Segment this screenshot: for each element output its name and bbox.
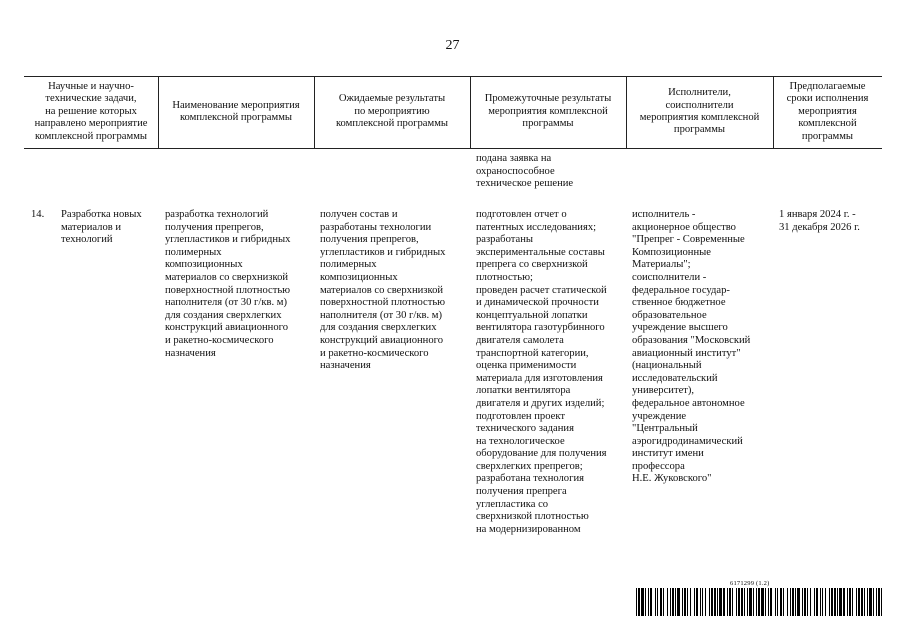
row-intermediate-results: подготовлен отчет о патентных исследованиях; разработаны экспериментальные составы препрега со сверхнизкой плотностью; проведен расчет статической и динамической прочности концептуальной лопатки вентилятора газотурбинного двигателя самолета транспортной категории, оценка применимости материала для изготовления лопатки вентилятора двигателя и других изделий; подготовлен проект технического задания на технологическое оборудование для получения сверхлегких препрегов; разработана технология получения препрега углепластика со сверхнизкой плотностью на модернизированном <box>476 209 607 535</box>
barcode-bar <box>650 588 652 616</box>
header-activity: Наименование мероприятия комплексной программы <box>172 99 300 123</box>
barcode-bar <box>687 588 688 616</box>
barcode-bar <box>861 588 863 616</box>
barcode-bar <box>684 588 686 616</box>
barcode-bar <box>711 588 713 616</box>
barcode-bar <box>663 588 664 616</box>
barcode-bar <box>700 588 701 616</box>
barcode-bar <box>816 588 818 616</box>
barcode-bar <box>775 588 776 616</box>
row-deadline: 1 января 2024 г. - 31 декабря 2026 г. <box>779 209 860 233</box>
barcode-bar <box>834 588 836 616</box>
barcode-bar <box>777 588 778 616</box>
barcode-bar <box>765 588 766 616</box>
barcode-bar <box>792 588 794 616</box>
barcode-bar <box>758 588 760 616</box>
barcode-bar <box>867 588 868 616</box>
barcode-bar <box>727 588 728 616</box>
barcode-bar <box>797 588 800 616</box>
barcode-bar <box>869 588 872 616</box>
header-executors: Исполнители, соисполнители мероприятия комплексной программы <box>639 87 760 136</box>
barcode-bar <box>787 588 788 616</box>
barcode-bar <box>696 588 698 616</box>
barcode-bar <box>709 588 710 616</box>
barcode-bar <box>881 588 882 616</box>
barcode-bar <box>694 588 695 616</box>
barcode-bar <box>732 588 733 616</box>
row-number: 14. <box>31 209 45 220</box>
barcode-bar <box>839 588 842 616</box>
barcode-bar <box>837 588 838 616</box>
barcode-bar <box>825 588 826 616</box>
barcode-bar <box>756 588 757 616</box>
barcode-bar <box>843 588 845 616</box>
barcode-bar <box>852 588 853 616</box>
barcode-bar <box>876 588 877 616</box>
barcode-bar <box>768 588 769 616</box>
row-task: Разработка новых материалов и технологий <box>61 209 142 246</box>
header-task: Научные и научно- технические задачи, на решение которых направлено мероприятие комплексной программы <box>34 80 148 142</box>
barcode-bar <box>856 588 857 616</box>
barcode-bar <box>864 588 865 616</box>
barcode-bar <box>810 588 811 616</box>
barcode-bar <box>672 588 674 616</box>
barcode-bar <box>636 588 637 616</box>
barcode-bar <box>849 588 851 616</box>
barcode-bar <box>831 588 833 616</box>
barcode-bar <box>729 588 731 616</box>
barcode-bar <box>660 588 662 616</box>
row-activity: разработка технологий получения препрегов, углепластиков и гибридных полимерных композиционных материалов со сверхнизкой поверхностной плотностью наполнителя (от 30 г/кв. м) для создания сверхлегких конструкций авиационного и ракетно-космического назначения <box>165 209 291 359</box>
barcode-bar <box>804 588 806 616</box>
barcode-bar <box>770 588 772 616</box>
barcode-bar <box>822 588 823 616</box>
barcode-bar <box>753 588 754 616</box>
barcode-bar <box>638 588 640 616</box>
barcode-bar <box>780 588 782 616</box>
barcode-bar <box>744 588 745 616</box>
barcode-bar <box>858 588 860 616</box>
barcode-bar <box>719 588 722 616</box>
barcode-bar <box>736 588 737 616</box>
barcode-bar <box>667 588 668 616</box>
barcode-bar <box>802 588 803 616</box>
header-expected-results: Ожидаемые результаты по мероприятию комплексной программы <box>335 93 449 130</box>
barcode-bar <box>820 588 821 616</box>
barcode-image <box>636 588 882 616</box>
barcode-bar <box>655 588 656 616</box>
barcode-bar <box>705 588 706 616</box>
barcode-bar <box>645 588 646 616</box>
barcode-bar <box>702 588 703 616</box>
barcode-number: 6171299 (1.2) <box>730 580 770 587</box>
barcode-bar <box>847 588 848 616</box>
barcode-bar <box>783 588 784 616</box>
barcode-bar <box>648 588 649 616</box>
barcode-bar <box>807 588 808 616</box>
barcode-bar <box>657 588 658 616</box>
barcode-bar <box>814 588 815 616</box>
barcode-bar <box>790 588 791 616</box>
barcode-bar <box>738 588 740 616</box>
barcode-bar <box>873 588 874 616</box>
barcode-bar <box>714 588 716 616</box>
barcode-bar <box>690 588 691 616</box>
barcode-bar <box>675 588 676 616</box>
header-deadline: Предполагаемые сроки исполнения мероприятия комплексной программы <box>786 80 869 142</box>
barcode-bar <box>761 588 764 616</box>
continuation-text: подана заявка на охраноспособное техническое решение <box>476 153 574 190</box>
page-number: 27 <box>445 38 460 53</box>
barcode-bar <box>670 588 671 616</box>
barcode-bar <box>717 588 718 616</box>
barcode-bar <box>749 588 752 616</box>
barcode-bar <box>741 588 743 616</box>
barcode-bar <box>682 588 683 616</box>
row-expected-results: получен состав и разработаны технологии получения препрегов, углепластиков и гибридных полимерных композиционных материалов со сверхнизкой поверхностной плотностью наполнителя (от 30 г/кв. м) для создания сверхлегких конструкций авиационного и ракетно-космического назначения <box>320 209 446 372</box>
barcode-bar <box>641 588 644 616</box>
header-intermediate-results: Промежуточные результаты мероприятия комплексной программы <box>484 93 612 130</box>
table-header-bottom-border <box>24 148 882 149</box>
barcode-bar <box>723 588 725 616</box>
barcode-bar <box>795 588 796 616</box>
barcode-bar <box>878 588 880 616</box>
barcode-bar <box>747 588 748 616</box>
barcode-bar <box>677 588 680 616</box>
row-executors: исполнитель - акционерное общество "Препрег - Современные Композиционные Материалы"; соисполнители - федеральное государ- ственное бюджетное образовательное учреждение высшего образования "Московский авиационный институт" (национальный исследовательский университет), федеральное автономное учреждение "Центральный аэрогидродинамический институт имени профессора Н.Е. Жуковского" <box>632 209 751 485</box>
barcode-bar <box>829 588 830 616</box>
